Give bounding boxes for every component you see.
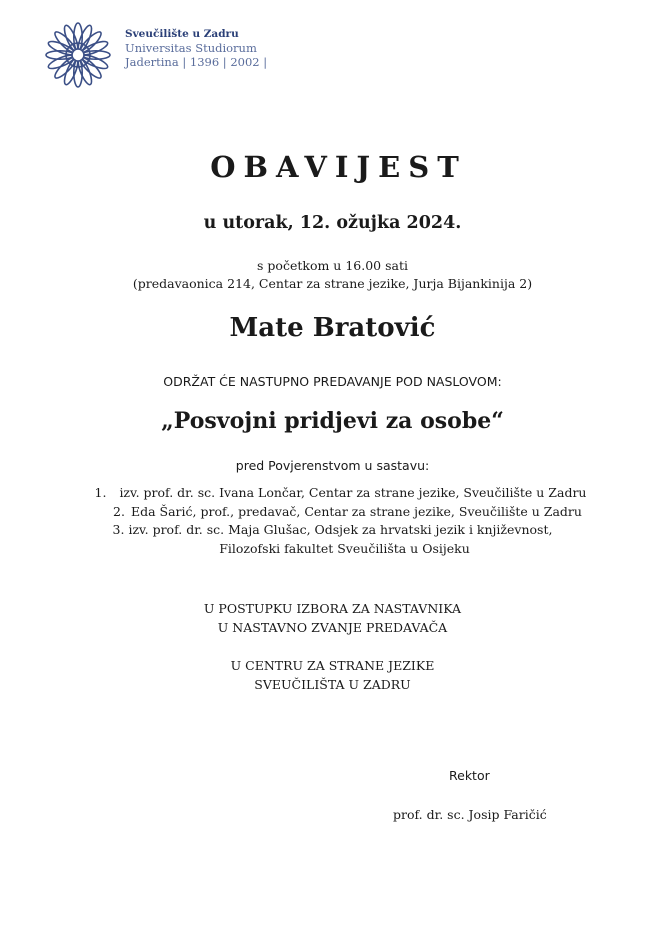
lecturer-name: Mate Bratović: [229, 313, 436, 343]
committee-list: [0, 484, 665, 558]
university-logo: [38, 15, 278, 85]
member-number: 2.: [113, 503, 125, 519]
member-text: izv. prof. dr. sc. Maja Glušac, Odsjek za hrvatski jezik i književnost,: [128, 522, 553, 537]
member-text: Eda Šarić, prof., predavač, Centar za strane jezike, Sveučilište u Zadru: [130, 503, 582, 519]
university-name: [125, 27, 267, 69]
procedure-line: U NASTAVNO ZVANJE PREDAVAČA: [217, 620, 448, 635]
lecture-title: „Posvojni pridjevi za osobe“: [161, 408, 504, 434]
member-text-continuation: Filozofski fakultet Sveučilišta u Osijeku: [219, 540, 470, 556]
centre-line: U CENTRU ZA STRANE JEZIKE: [230, 658, 435, 673]
signatory-role: Rektor: [449, 768, 490, 783]
procedure-block: [0, 599, 665, 637]
committee-member: [0, 521, 665, 540]
centre-line: SVEUČILIŠTA U ZADRU: [254, 677, 411, 692]
committee-member: [0, 503, 665, 522]
event-location: (predavaonica 214, Centar za strane jezike, Jurja Bijankinija 2): [132, 276, 533, 291]
member-text: izv. prof. dr. sc. Ivana Lončar, Centar za strane jezike, Sveučilište u Zadru: [119, 485, 587, 500]
committee-member: [0, 484, 665, 503]
centre-block: [0, 656, 665, 694]
committee-intro: pred Povjerenstvom u sastavu:: [235, 458, 430, 473]
university-name-croatian: Sveučilište u Zadru: [125, 28, 239, 40]
start-time: s početkom u 16.00 sati: [257, 258, 408, 273]
member-number: 1.: [94, 485, 107, 500]
procedure-line: U POSTUPKU IZBORA ZA NASTAVNIKA: [203, 601, 462, 616]
university-years: Jadertina | 1396 | 2002 |: [125, 55, 268, 69]
signatory-name: prof. dr. sc. Josip Faričić: [393, 807, 547, 822]
member-number: 3.: [112, 522, 125, 537]
event-date: u utorak, 12. ožujka 2024.: [203, 213, 462, 233]
university-rosette-icon: [38, 15, 118, 95]
lecture-announcement: ODRŽAT ĆE NASTUPNO PREDAVANJE POD NASLOVOM:: [163, 374, 502, 389]
notice-title: OBAVIJEST: [210, 150, 467, 184]
university-name-latin: Universitas Studiorum: [125, 41, 257, 55]
